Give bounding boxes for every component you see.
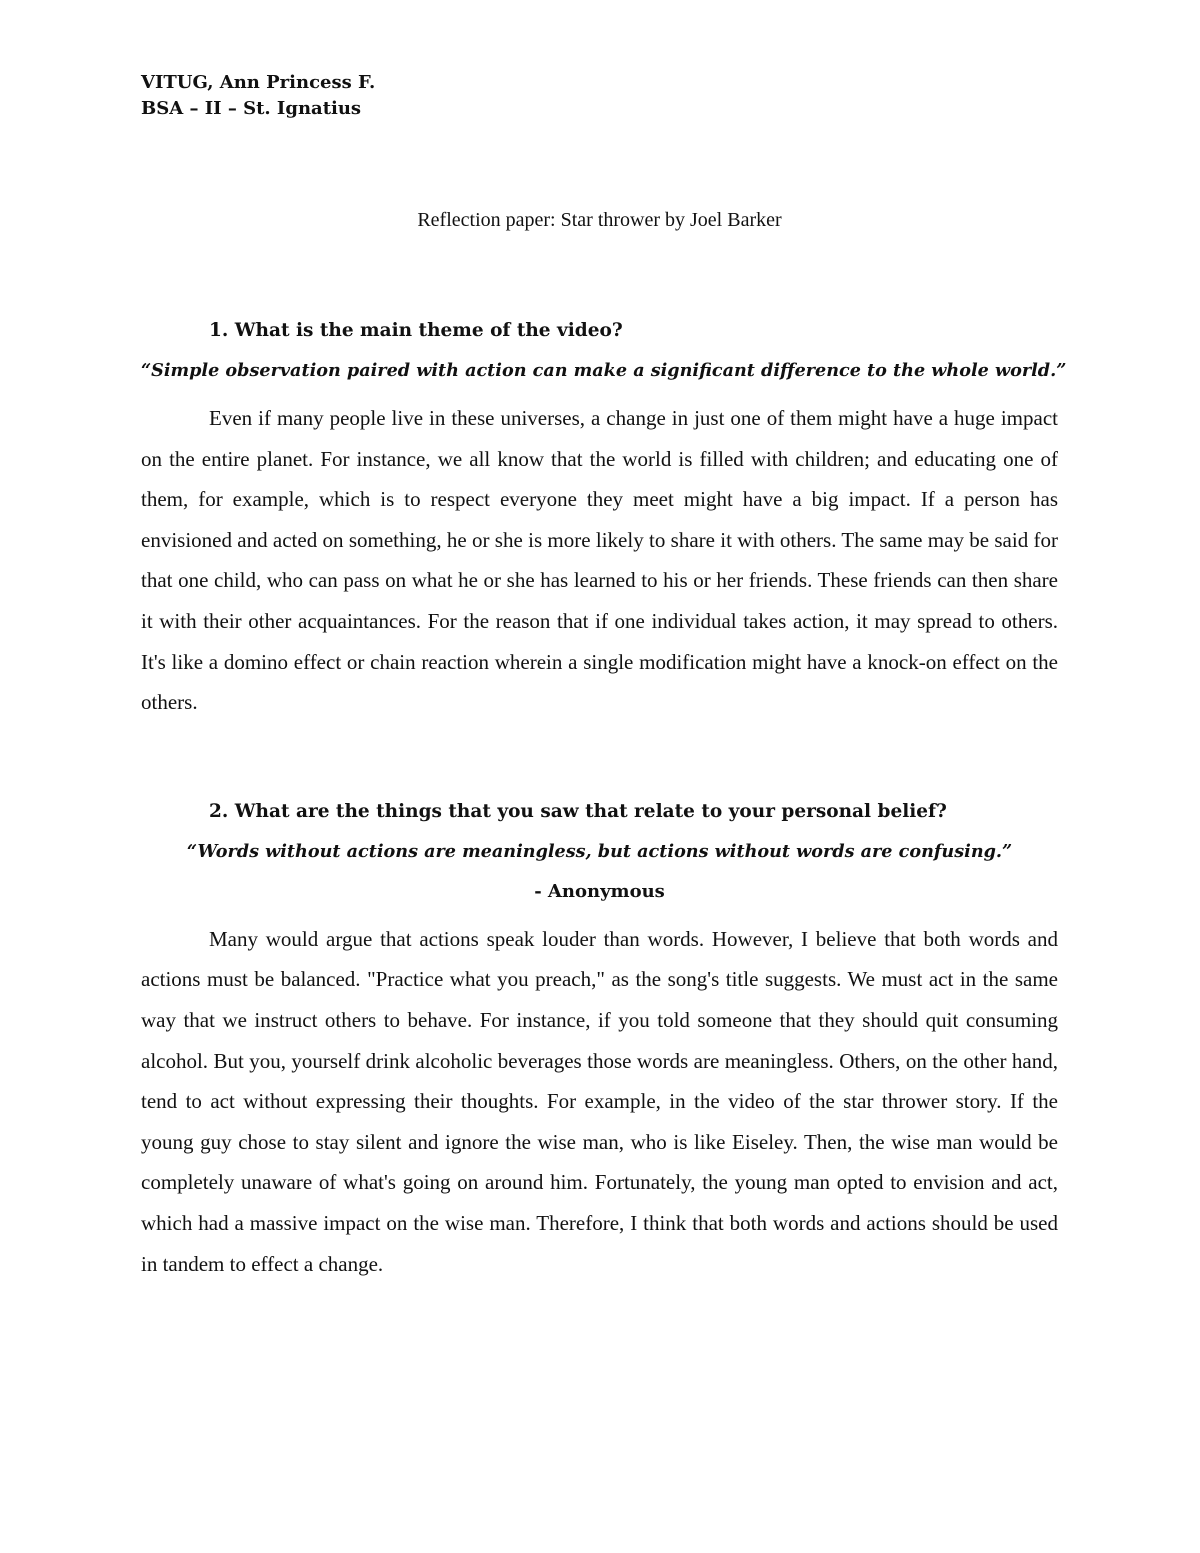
document-body	[141, 70, 1067, 1284]
question-1-quote: “Simple observation paired with action can make a significant difference to the whole world.”	[141, 360, 1067, 381]
question-1-heading: 1. What is the main theme of the video?	[209, 320, 623, 341]
quote-attribution: - Anonymous	[534, 880, 665, 902]
question-1-answer: Even if many people live in these universes, a change in just one of them might have a huge impact on the entire planet. For instance, we all know that the world is filled with children; and educating one of them, for example, which is to respect everyone they meet might have a big impact. If a person has envisioned and acted on something, he or she is more likely to share it with others. The same may be said for that one child, who can pass on what he or she has learned to his or her friends. These friends can then share it with their other acquaintances. For the reason that if one individual takes action, it may spread to others. It's like a domino effect or chain reaction wherein a single modification might have a knock-on effect on the others.	[141, 406, 1058, 715]
question-2-heading: 2. What are the things that you saw that relate to your personal belief?	[209, 800, 947, 822]
question-2-answer: Many would argue that actions speak louder than words. However, I believe that both words and actions must be balanced. "Practice what you preach," as the song's title suggests. We must act in the same way that we instruct others to behave. For instance, if you told someone that they should quit consuming alcohol. But you, yourself drink alcoholic beverages those words are meaningless. Others, on the other hand, tend to act without expressing their thoughts. For example, in the video of the star thrower story. If the young guy chose to stay silent and ignore the wise man, who is like Eiseley. Then, the wise man would be completely unaware of what's going on around him. Fortunately, the young man opted to envision and act, which had a massive impact on the wise man. Therefore, I think that both words and actions should be used in tandem to effect a change.	[141, 926, 1058, 1276]
course-section: BSA – II – St. Ignatius	[141, 98, 362, 119]
paper-title: Reflection paper: Star thrower by Joel Barker	[417, 209, 782, 231]
author-name: VITUG, Ann Princess F.	[141, 72, 376, 93]
question-2-quote: “Words without actions are meaningless, but actions without words are confusing.”	[186, 840, 1013, 862]
